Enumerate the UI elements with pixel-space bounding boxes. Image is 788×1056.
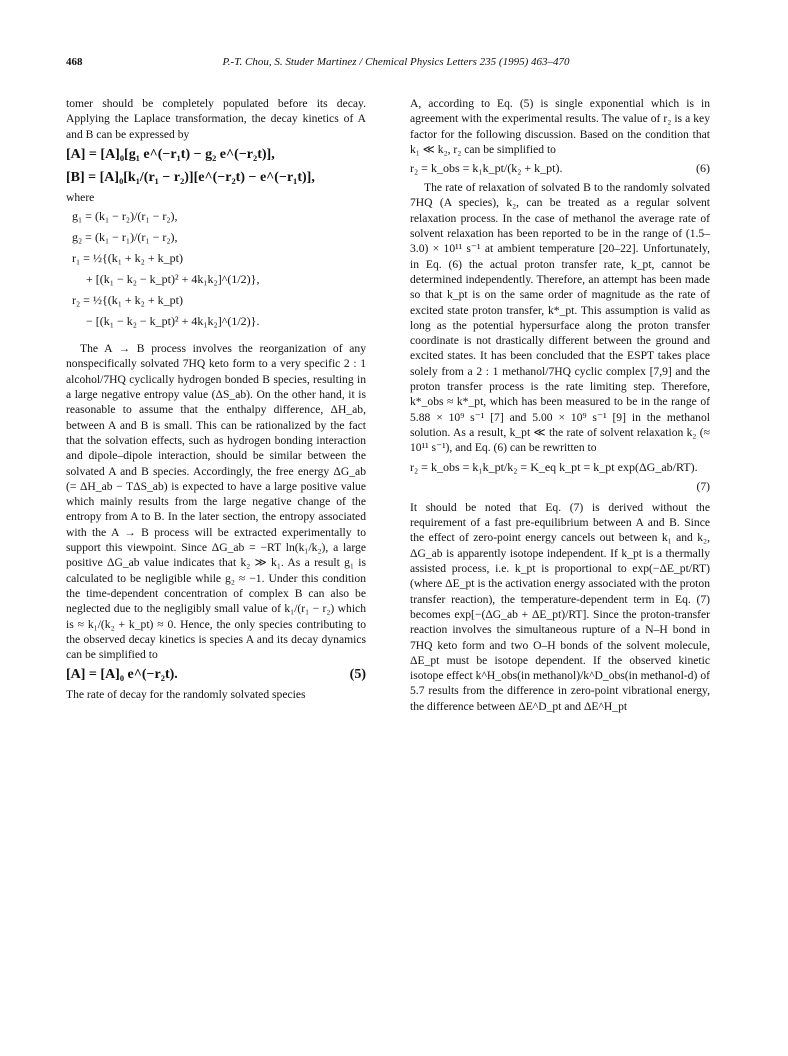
paragraph: It should be noted that Eq. (7) is derived without the requirement of a fast pre-equilibrium between A and B. Since the effect of zero-point energy cancels out between k₁ and k₂, ΔG_ab is apparently isotope independent. If k_pt is a thermally assisted process, i.e. k_pt is proportional to exp(−ΔE_pt/RT) (where ΔE_pt is the activation energy associated with the proton transfer reaction), the temperature-dependent term in Eq. (7) becomes exp[−(ΔG_ab + ΔE_pt)/RT]. Since the proton-transfer reaction involves the simultaneous rupture of a N–H bond in 7HQ keto form and two O–H bonds of the solvent molecule, ΔE_pt must be isotope dependent. If the observed kinetic isotope effect k^H_obs(in methanol)/k^D_obs(in methanol-d) of 5.7 results from the difference in zero-point vibrational energy, the difference between ΔE^D_pt and ΔE^H_pt: [410, 500, 710, 713]
equation-g1: g₁ = (k₁ − r₂)/(r₁ − r₂),: [72, 209, 178, 224]
equation-r1-line1: r₁ = ½{(k₁ + k₂ + k_pt): [72, 251, 183, 266]
left-column: [66, 96, 366, 1026]
right-column: [410, 96, 710, 1026]
paragraph: The A → B process involves the reorganization of any nonspecifically solvated 7HQ keto form to a very specific 2 : 1 alcohol/7HQ cyclically hydrogen bonded B species, resulting in a large negative entropy value (ΔS_ab). On the other hand, it is reasonable to assume that the enthalpy difference, ΔH_ab, between A and B is small. This can be rationalized by the fact that the solvation effects, such as hydrogen bonding interaction and dipole–dipole interaction, should be similar between the solvated A and B species. Accordingly, the free energy ΔG_ab (= ΔH_ab − TΔS_ab) is expected to have a large positive value which mainly results from the large negative change of the entropy from A to B. In the later section, the entropy associated with the A → B process will be extracted experimentally to support this viewpoint. Since ΔG_ab = −RT ln(k₁/k₂), a large positive ΔG_ab value indicates that k₂ ≫ k₁. As a result g₁ is calculated to be negligible while g₂ ≈ −1. Under this condition the time-dependent concentration of complex B can also be neglected due to the negligibly small value of k₁/(r₁ − r₂) which is ≈ k₁/(k₂ + k_pt) ≈ 0. Hence, the only species contributing to the observed decay kinetics is species A and its decay dynamics can be simplified to: [66, 342, 366, 662]
equation-r2-line1: r₂ = ½{(k₁ + k₂ + k_pt): [72, 293, 183, 308]
equation-concentration-b: [B] = [A]₀[k₁/(r₁ − r₂)][e^(−r₂t) − e^(−r₁t)],: [66, 169, 315, 185]
equation-7: r₂ = k_obs = k₁k_pt/k₂ = K_eq k_pt = k_pt exp(ΔG_ab/RT).: [410, 459, 698, 474]
page-number: 468: [66, 56, 83, 68]
paragraph: A, according to Eq. (5) is single exponential which is in agreement with the experimental results. The value of r₂ is a key factor for the following discussion. Based on the condition that k₁ ≪ k₂, r₂ can be simplified to: [410, 97, 710, 156]
equation-number: (7): [696, 479, 710, 493]
paragraph: The rate of decay for the randomly solvated species: [66, 688, 306, 702]
equation-number: (5): [349, 667, 366, 683]
paragraph: The rate of relaxation of solvated B to the randomly solvated 7HQ (A species), k₂, can be treated as a regular solvent relaxation process. In the case of methanol the average rate of solvent relaxation has been reported to be in the range of (1.5–3.0) × 10¹¹ s⁻¹ at ambient temperature [20–22]. Unfortunately, in Eq. (6) the actual proton transfer rate, k_pt, cannot be determined independently. Therefore, an attempt has been made so that k_pt is on the same order of magnitude as the rate of excited state proton transfer, k*_pt. This assumption is valid as long as the potential hypersurface along the proton transfer coordinate is not drastically different between the ground and excited states. It has been concluded that the ESPT takes place solely from a 2 : 1 methanol/7HQ cyclic complex [7,9] and the proton transfer process is the rate limiting step. Therefore, k*_obs ≈ k*_pt, which has been measured to be in the range of 5.88 × 10⁹ s⁻¹ [7] and 5.00 × 10⁹ s⁻¹ [9] in the methanol solution. As a result, k_pt ≪ the rate of solvent relaxation k₂ (≈ 10¹¹ s⁻¹), and Eq. (6) can be rewritten to: [410, 181, 710, 455]
running-title: P.-T. Chou, S. Studer Martinez / Chemical Physics Letters 235 (1995) 463–470: [222, 56, 570, 68]
equation-r1-line2: + [(k₁ − k₂ − k_pt)² + 4k₁k₂]^(1/2)},: [86, 272, 260, 287]
equation-r2-line2: − [(k₁ − k₂ − k_pt)² + 4k₁k₂]^(1/2)}.: [86, 314, 260, 329]
where-label: where: [66, 190, 95, 204]
equation-g2: g₂ = (k₁ − r₁)/(r₁ − r₂),: [72, 230, 178, 245]
equation-5: [66, 664, 366, 685]
equation-5-body: [A] = [A]₀ e^(−r₂t).: [66, 667, 178, 683]
equation-6-body: r₂ = k_obs = k₁k_pt/(k₂ + k_pt).: [410, 161, 563, 176]
page-header: [66, 56, 726, 72]
paragraph: tomer should be completely populated before its decay. Applying the Laplace transformation, the decay kinetics of A and B can be expressed by: [66, 97, 366, 141]
equation-6: [410, 159, 710, 178]
equation-number: (6): [696, 161, 710, 176]
equation-concentration-a: [A] = [A]₀[g₁ e^(−r₁t) − g₂ e^(−r₂t)],: [66, 146, 275, 162]
